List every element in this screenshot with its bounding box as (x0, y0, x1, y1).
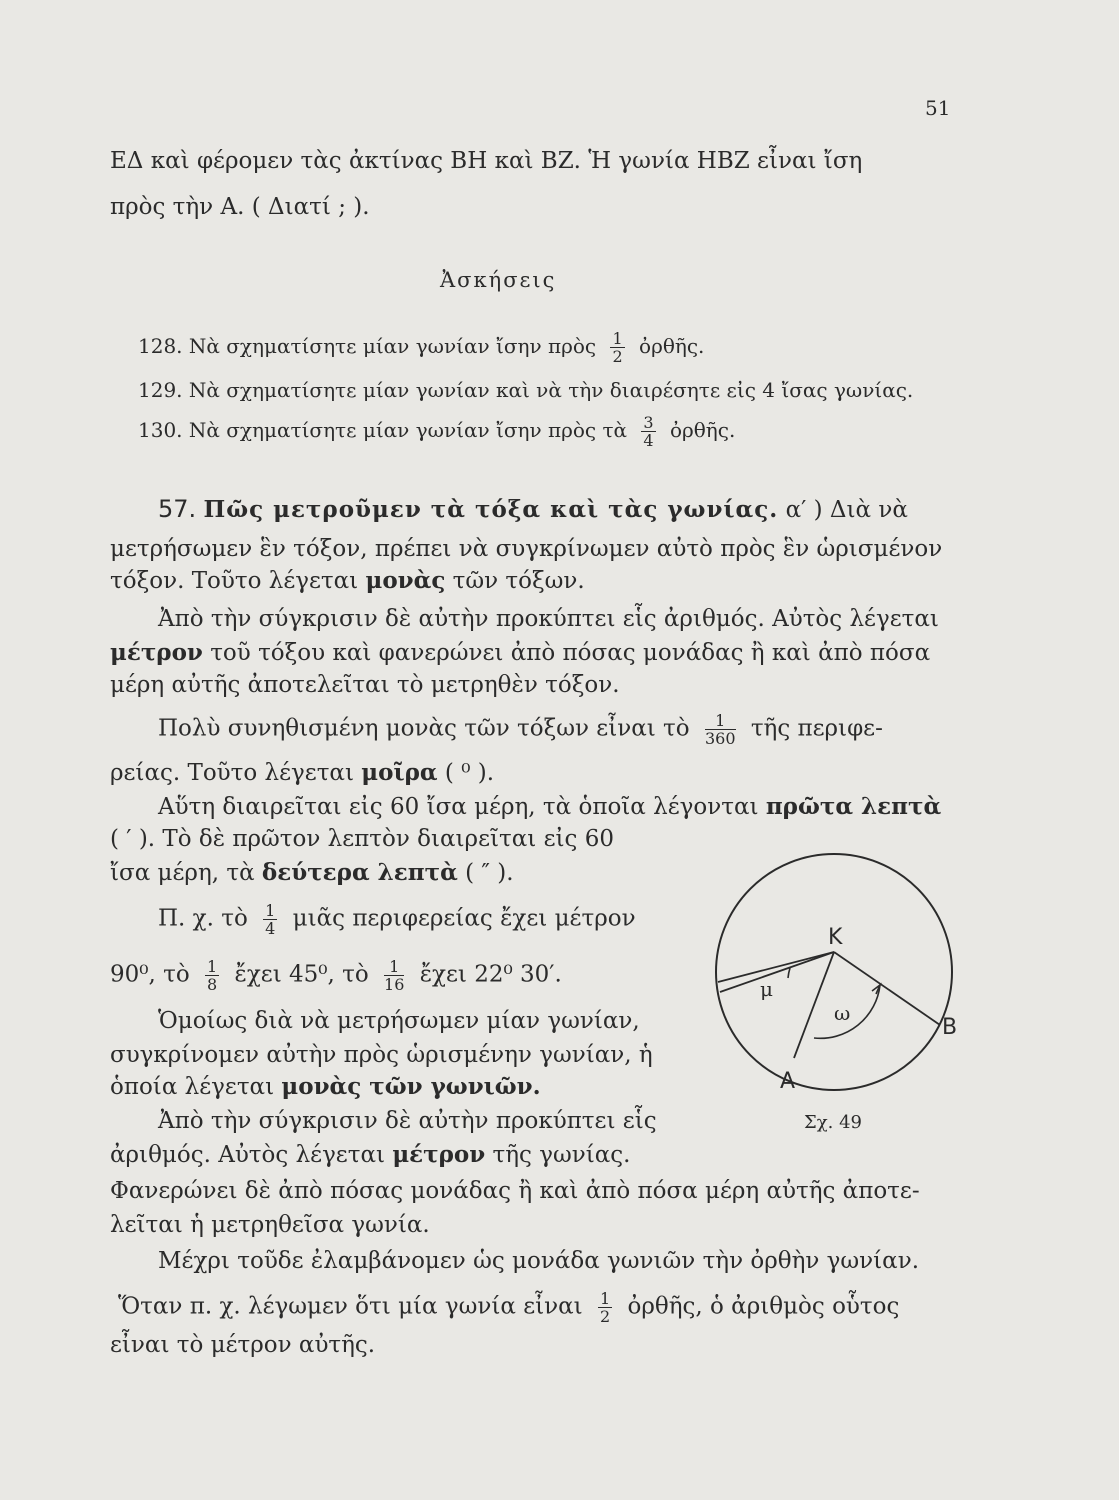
text-span: Αὕτη διαιρεῖται εἰς 60 ἴσα μέρη, τὰ ὁποῖα λέγονται (158, 794, 759, 820)
text-span: ἴσα μέρη, τὰ (110, 860, 255, 886)
exercise-128 (138, 330, 704, 365)
fraction-denominator: 16 (384, 975, 405, 994)
fraction-denominator: 4 (265, 919, 276, 938)
intro-line-2: πρὸς τὴν Α. ( Διατί ; ). (110, 194, 370, 220)
figure-ray-a (794, 952, 834, 1058)
fraction-numerator: 1 (265, 901, 276, 920)
figure-caption: Σχ. 49 (804, 1112, 862, 1133)
text-line (110, 566, 585, 596)
fraction (598, 1290, 612, 1325)
exercise-128-end: ὀρθῆς. (639, 334, 705, 358)
fraction-denominator: 360 (704, 729, 736, 748)
label-b: B (942, 1015, 958, 1040)
fraction-denominator: 8 (207, 975, 218, 994)
text-span: ὀρθῆς, ὁ ἀριθμὸς οὗτος (627, 1293, 900, 1320)
text-line: Μέχρι τοῦδε ἐλαμβάνομεν ὡς μονάδα γωνιῶν τὴν ὀρθὴν γωνίαν. (158, 1248, 919, 1274)
text-span: τῆς γωνίας. (492, 1142, 631, 1168)
fraction-denominator: 4 (643, 431, 654, 450)
fraction-numerator: 3 (643, 413, 654, 432)
text-span: Ὅταν π. χ. λέγωμεν ὅτι μία γωνία εἶναι (118, 1293, 583, 1320)
text-span: ( ″ ). (465, 860, 514, 886)
text-line (158, 792, 941, 822)
text-span: τῆς περιφε- (750, 715, 883, 742)
text-span: ἔχει 22⁰ 30′. (419, 961, 562, 988)
section-p1-start: α′ ) Διὰ νὰ (785, 497, 908, 523)
text-span: μιᾶς περιφερείας ἔχει μέτρον (292, 905, 636, 932)
text-span: τῶν τόξων. (452, 568, 585, 594)
circle-angle-figure (710, 830, 970, 1110)
text-span: ἔχει 45⁰, τὸ (234, 961, 369, 988)
text-span: Πολὺ συνηθισμένη μονὰς τῶν τόξων εἶναι τὸ (158, 715, 690, 742)
exercise-130-text: 130. Νὰ σχηματίσητε μίαν γωνίαν ἴσην πρὸς τὰ (138, 418, 628, 442)
exercise-128-text: 128. Νὰ σχηματίσητε μίαν γωνίαν ἴσην πρὸς (138, 334, 597, 358)
text-line (110, 858, 514, 888)
section-number: 57. (158, 495, 197, 523)
figure-ray-mu-2 (720, 952, 834, 992)
text-line: λεῖται ἡ μετρηθεῖσα γωνία. (110, 1212, 430, 1238)
fraction (641, 414, 655, 449)
fraction-numerator: 1 (384, 958, 404, 976)
text-line: μέρη αὐτῆς ἀποτελεῖται τὸ μετρηθὲν τόξον. (110, 672, 620, 698)
term-bold: μονὰς τῶν γωνιῶν. (281, 1073, 541, 1100)
figure-arc-mu (788, 968, 790, 978)
term-bold: δεύτερα λεπτὰ (261, 859, 458, 886)
text-line: Ἀπὸ τὴν σύγκρισιν δὲ αὐτὴν προκύπτει εἷς (158, 1108, 657, 1134)
fraction-numerator: 1 (705, 712, 736, 730)
exercise-130 (138, 414, 735, 449)
intro-line-1: ΕΔ καὶ φέρομεν τὰς ἀκτίνας ΒΗ καὶ ΒΖ. Ἡ γωνία ΗΒΖ εἶναι ἴση (110, 148, 863, 174)
text-line: ( ′ ). Τὸ δὲ πρῶτον λεπτὸν διαιρεῖται εἰς 60 (110, 826, 614, 852)
label-omega: ω (834, 1001, 851, 1025)
section-heading-line (158, 494, 908, 525)
label-a: A (780, 1069, 796, 1094)
fraction-numerator: 1 (600, 1289, 611, 1308)
label-mu: μ (760, 977, 773, 1001)
fraction (384, 958, 404, 993)
text-line: μετρήσωμεν ἓν τόξον, πρέπει νὰ συγκρίνωμεν αὐτὸ πρὸς ἓν ὡρισμένον (110, 536, 943, 562)
fraction (610, 330, 624, 365)
fraction (705, 712, 736, 747)
text-line (110, 1140, 630, 1170)
text-span: ( ⁰ ). (444, 760, 495, 786)
text-span: ἀριθμός. Αὐτὸς λέγεται (110, 1142, 386, 1168)
text-line: εἶναι τὸ μέτρον αὐτῆς. (110, 1332, 376, 1358)
section-title: Πῶς μετροῦμεν τὰ τόξα καὶ τὰς γωνίας. (203, 496, 779, 523)
term-bold: μοῖρα (361, 759, 438, 786)
text-line (110, 1072, 541, 1102)
figure-circle (716, 854, 952, 1090)
figure-ray-mu-1 (718, 952, 834, 982)
text-line (158, 902, 636, 937)
term-bold: πρῶτα λεπτὰ (765, 793, 942, 820)
text-line (110, 958, 562, 993)
term-bold: μέτρον (110, 639, 203, 666)
fraction-denominator: 2 (612, 347, 623, 366)
text-line (118, 1290, 899, 1325)
exercises-heading: Ἀσκήσεις (440, 268, 557, 292)
exercise-130-end: ὀρθῆς. (669, 418, 736, 442)
fraction-numerator: 1 (207, 957, 218, 976)
term-bold: μέτρον (392, 1141, 486, 1168)
text-line (158, 712, 883, 747)
text-span: Π. χ. τὸ (158, 905, 248, 932)
term-bold: μονὰς (365, 567, 446, 594)
fraction-numerator: 1 (612, 329, 623, 348)
exercise-129: 129. Νὰ σχηματίσητε μίαν γωνίαν καὶ νὰ τὴν διαιρέσητε εἰς 4 ἴσας γωνίας. (138, 378, 914, 402)
text-line: συγκρίνομεν αὐτὴν πρὸς ὡρισμένην γωνίαν, ἡ (110, 1042, 653, 1068)
text-span: τοῦ τόξου καὶ φανερώνει ἀπὸ πόσας μονάδας ἢ καὶ ἀπὸ πόσα (210, 640, 931, 666)
text-span: ρείας. Τοῦτο λέγεται (110, 760, 354, 786)
fraction (205, 958, 219, 993)
text-line: Φανερώνει δὲ ἀπὸ πόσας μονάδας ἢ καὶ ἀπὸ πόσα μέρη αὐτῆς ἀποτε- (110, 1178, 920, 1204)
fraction-denominator: 2 (600, 1307, 611, 1326)
page-number: 51 (925, 96, 951, 120)
text-line (110, 758, 494, 788)
text-line: Ἀπὸ τὴν σύγκρισιν δὲ αὐτὴν προκύπτει εἷς ἀριθμός. Αὐτὸς λέγεται (158, 606, 939, 632)
fraction (263, 902, 277, 937)
text-line (110, 638, 930, 668)
text-span: τόξον. Τοῦτο λέγεται (110, 568, 359, 594)
text-span: ὁποία λέγεται (110, 1074, 275, 1100)
text-line: Ὁμοίως διὰ νὰ μετρήσωμεν μίαν γωνίαν, (158, 1008, 640, 1034)
label-k: K (828, 925, 843, 950)
text-span: 90⁰, τὸ (110, 961, 190, 988)
